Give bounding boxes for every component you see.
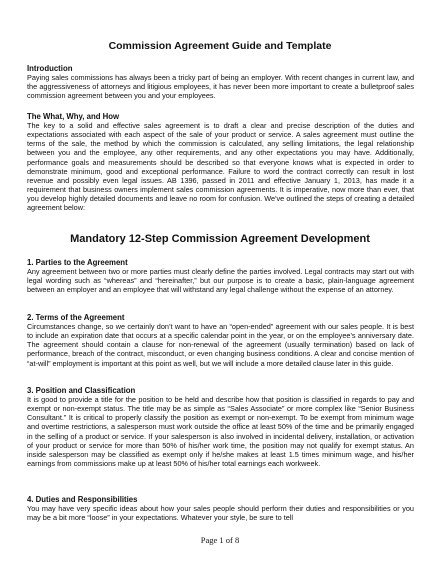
page-number: Page 1 of 8 xyxy=(200,535,240,545)
step-2-heading: 2. Terms of the Agreement xyxy=(27,313,125,322)
mandatory-steps-heading: Mandatory 12-Step Commission Agreement Development xyxy=(70,233,370,245)
step-1-paragraph: Any agreement between two or more parties must clearly define the parties involved. Legal contracts may start out with legal wording such as “whereas” and “hereinafter,” but our purpose is to create a basic, plain-language agreement between an employer and an employee that will withstand any legal challenge without the expense of an attorney. xyxy=(27,267,414,295)
what-why-how-heading: The What, Why, and How xyxy=(27,112,120,121)
intro-heading: Introduction xyxy=(27,64,73,73)
step-2-paragraph: Circumstances change, so we certainly don’t want to have an “open-ended” agreement with our sales people. It is best to include an expiration date that occurs at a specific calendar point in the year, or on the employee’s anniversary date. The agreement should contain a clause for non-renewal of the agreement (usually termination) based on lack of performance, breach of the contract, misconduct, or even changing business conditions. A clear and concise mention of “at-will” employment is important at this point as well, but we will include a more detailed clause later in this guide. xyxy=(27,322,414,368)
what-why-how-paragraph: The key to a solid and effective sales agreement is to draft a clear and precise description of the duties and expectations associated with each aspect of the sale of your product or service. A sales agreement must outline the terms of the sale, the method by which the commission is calculated, any selling limitations, the legal relationship between you and the employee, any other requirements, and any other expectations you may have. Additionally, performance goals and measurements should be described so that everyone knows what is expected in order to demonstrate minimum, good and exceptional performance. Failure to word the contract correctly can result in lost revenue and possibly even legal issues. AB 1396, passed in 2011 and effective January 1, 2013, has made it a requirement that business owners implement sales commission agreements. It is imperative, now more than ever, that you develop highly detailed documents and leave no room for confusion. We've outlined the steps of creating a detailed agreement below: xyxy=(27,121,414,213)
intro-paragraph: Paying sales commissions has always been a tricky part of being an employer. With recent changes in current law, and the aggressiveness of attorneys and litigious employees, it has never been more important to create a bulletproof sales commission agreement between you and your employees. xyxy=(27,73,414,101)
step-3-heading: 3. Position and Classification xyxy=(27,386,136,395)
step-1-heading: 1. Parties to the Agreement xyxy=(27,258,128,267)
step-4-paragraph: You may have very specific ideas about how your sales people should perform their duties and responsibilities or you may be a bit more “loose” in your expectations. Whatever your style, be sure to tell xyxy=(27,504,414,523)
step-3-paragraph: It is good to provide a title for the position to be held and describe how that position is classified in regards to pay and exempt or non-exempt status. The title may be as simple as “Sales Associate” or more complex like “Senior Business Consultant.” It is critical to properly classify the position as exempt or non-exempt. To be exempt from minimum wage and overtime restrictions, a salesperson must work outside the office at least 50% of the time and be primarily engaged in the selling of a product or service. If your salesperson is also involved in incidental delivery, installation, or activation of your product or service for more than 50% of his/her work time, the position may not qualify for exempt status. An inside salesperson may be classified as exempt only if he/she makes at least 1.5 times minimum wage, and his/her earnings from commissions make up at least 50% of his/her total earnings each workweek. xyxy=(27,395,414,469)
step-4-heading: 4. Duties and Responsibilities xyxy=(27,495,138,504)
document-title: Commission Agreement Guide and Template xyxy=(108,40,332,52)
